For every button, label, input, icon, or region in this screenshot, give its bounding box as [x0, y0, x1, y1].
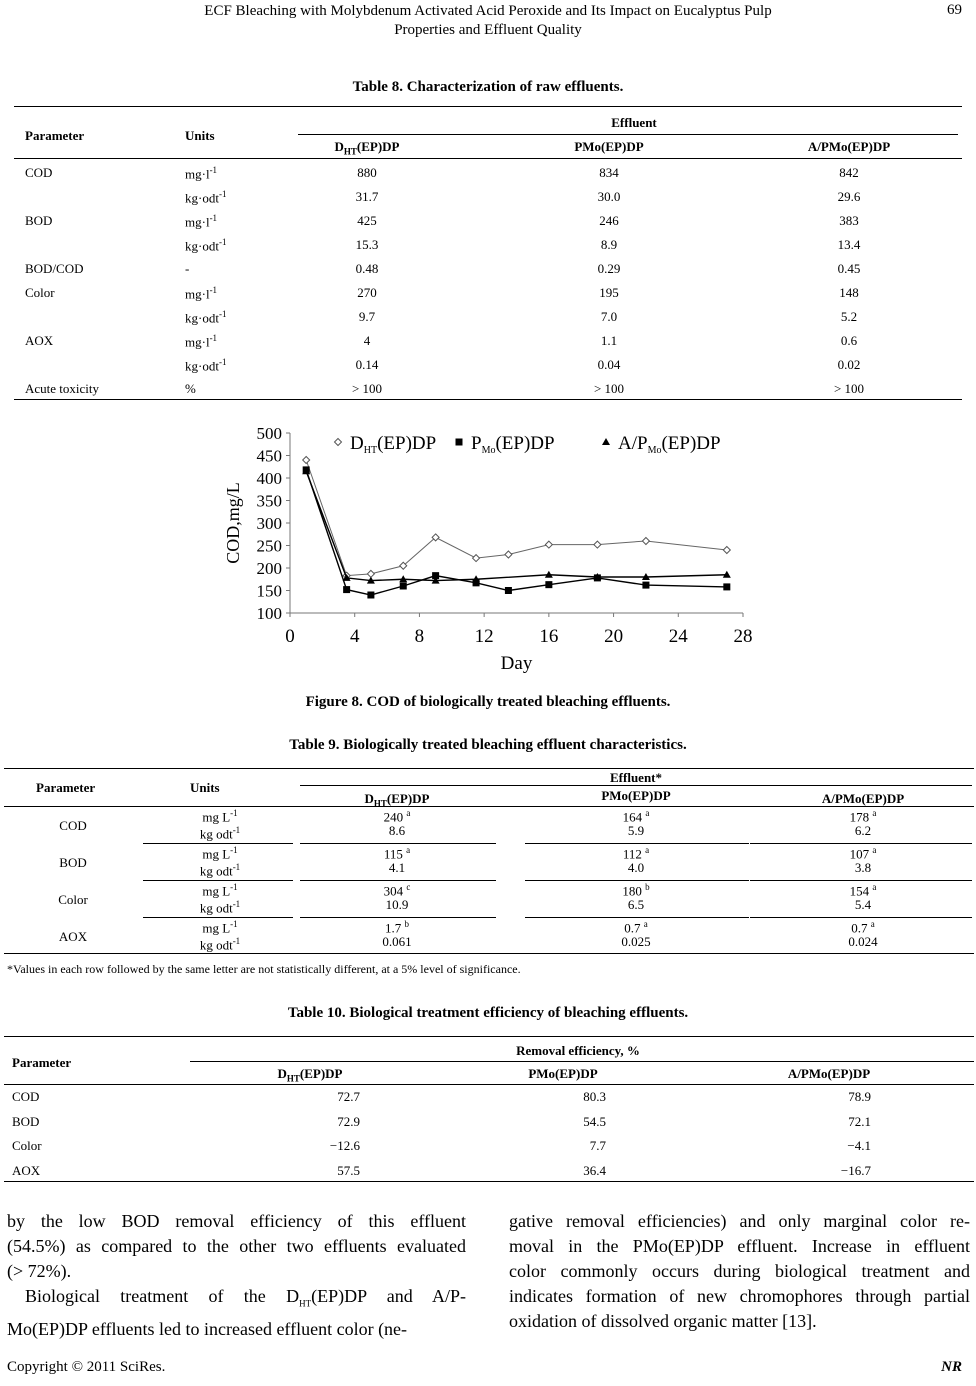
table10-header-parameter: Parameter [12, 1055, 72, 1070]
table10-cell-value: 72.7 [337, 1089, 360, 1104]
header-title-line2: Properties and Effluent Quality [394, 22, 582, 38]
table9-caption: Table 9. Biologically treated bleaching effluent characteristics. [289, 737, 687, 753]
table10-cell-value: 78.9 [848, 1089, 871, 1104]
table8-cell-unit: $mg\cdot l^{-1}$ [185, 165, 218, 182]
table9-cell-value: 8.6 [388, 823, 406, 838]
table8-cell-value: 834 [599, 165, 619, 180]
x-tick-label: 4 [349, 626, 360, 647]
table9-cell-value: 5.9 [627, 823, 645, 838]
table8-cell-value: 31.7 [355, 189, 379, 204]
table9-cell-value: 4.1 [388, 860, 406, 875]
table10-header-removal: Removal efficiency, % [516, 1043, 640, 1058]
x-tick-label: 20 [604, 626, 624, 647]
table8-cell-value: 8.9 [600, 237, 618, 252]
table8-cell-value: 880 [357, 165, 377, 180]
data-point [505, 551, 512, 558]
table10-cell-value: −12.6 [329, 1138, 360, 1153]
table9-cell-unit: kg odt$^{-1}$ [199, 862, 241, 879]
table8-cell-value: > 100 [351, 381, 383, 396]
table8-effluent-underline [298, 134, 958, 135]
y-tick-label: 500 [256, 424, 282, 443]
data-point [642, 538, 649, 545]
table8-cell-unit: kg·odt$^{-1}$ [185, 189, 227, 206]
body-line: gative removal efficiencies) and only marginal color re- [509, 1211, 970, 1231]
y-tick-label: 200 [256, 559, 282, 578]
table9-cell-value: 0.025 [621, 934, 651, 949]
table8-header-col3: A/PMo(EP)DP [807, 139, 891, 154]
data-point [343, 586, 350, 593]
x-tick-label: 16 [539, 626, 559, 647]
table8-cell-value: 0.6 [840, 333, 858, 348]
header-title-line1: ECF Bleaching with Molybdenum Activated Acid Peroxide and Its Impact on Eucalyptus Pulp [204, 3, 772, 19]
table9-row-separator [525, 917, 749, 918]
table9-cell-unit: kg odt$^{-1}$ [199, 825, 241, 842]
table10-cell-value: 57.5 [337, 1162, 360, 1178]
y-axis-label: COD,mg/L [223, 482, 243, 564]
table9-header-col2: PMo(EP)DP [601, 788, 671, 803]
table9-cell-value: 154 $^a$ [849, 882, 877, 899]
table9-cell-value: 0.024 [848, 934, 878, 949]
table9-row-separator [143, 917, 293, 918]
table8-cell-value: 270 [357, 285, 377, 300]
legend-marker [602, 438, 610, 445]
table8-cell-unit: kg·odt$^{-1}$ [185, 309, 227, 326]
y-tick-label: 250 [256, 536, 282, 556]
body-line: indicates formation of new chromophores through partial [509, 1286, 970, 1306]
footer-journal: NR [941, 1359, 962, 1375]
table9-cell-value: 5.4 [854, 897, 872, 912]
cod-line-chart [210, 418, 770, 683]
table9-cell-parameter: BOD [59, 855, 87, 870]
table9-row-separator [750, 843, 972, 844]
table10-caption: Table 10. Biological treatment efficiency of bleaching effluents. [287, 1005, 689, 1021]
table10-cell-parameter: COD [12, 1089, 40, 1104]
table9-cell-value: 1.7 $^b$ [385, 919, 409, 936]
data-point [545, 541, 552, 548]
table9-cell-value: 6.5 [627, 897, 645, 912]
chart-legend [335, 433, 721, 456]
table10-cell-value: 72.9 [337, 1113, 360, 1129]
table10-header-col1: $D_{HT}(EP)DP$ [277, 1066, 343, 1084]
table9-row-separator [143, 843, 293, 844]
table9-bottom-rule [4, 953, 974, 954]
data-point [723, 547, 730, 554]
table8-cell-value: 5.2 [840, 309, 858, 324]
legend-marker [335, 439, 342, 446]
data-point [303, 457, 310, 464]
table10-header-col2: PMo(EP)DP [528, 1066, 598, 1081]
table9-effluent-underline [300, 785, 972, 786]
table10-cell-parameter: AOX [12, 1162, 41, 1178]
body-line: by the low BOD removal efficiency of this effluent [7, 1211, 466, 1231]
running-header [0, 2, 976, 40]
table10-cell-value: −16.7 [840, 1162, 871, 1178]
table8-cell-unit: kg·odt$^{-1}$ [185, 357, 227, 374]
body-line: color commonly occurs during biological treatment and [509, 1261, 970, 1281]
table8-header-parameter: Parameter [25, 128, 85, 143]
table9-top-rule [4, 768, 974, 769]
table8-caption: Table 8. Characterization of raw effluents. [352, 79, 624, 95]
table9-cell-value: 164 $^a$ [622, 808, 650, 825]
table8-cell-parameter: BOD [25, 213, 53, 228]
table8-header-units: Units [185, 128, 215, 143]
table9-cell-value: 10.9 [385, 897, 409, 912]
table9-cell-value: 4.0 [627, 860, 645, 875]
table9-header-col3: A/PMo(EP)DP [821, 791, 905, 806]
table9-cell-unit: kg odt$^{-1}$ [199, 899, 241, 916]
x-tick-label: 0 [285, 626, 295, 647]
table8-cell-value: 7.0 [600, 309, 618, 324]
table8-cell-value: 842 [839, 165, 859, 180]
table9-cell-unit: kg odt$^{-1}$ [199, 936, 241, 953]
table9-cell-value: 240 $^a$ [383, 808, 411, 825]
body-line: (54.5%) as compared to the other two effluents evaluated [7, 1236, 466, 1256]
table9-row-separator [143, 880, 293, 881]
legend-marker [456, 439, 463, 446]
y-tick-label: 350 [256, 491, 282, 511]
table9-cell-value: 3.8 [854, 860, 872, 875]
x-tick-label: 8 [414, 626, 425, 647]
table8-cell-value: 0.45 [837, 261, 861, 276]
table10-cell-parameter: BOD [12, 1113, 40, 1129]
figure8-caption: Figure 8. COD of biologically treated bleaching effluents. [305, 694, 671, 710]
table8-cell-value: 0.04 [597, 357, 621, 372]
x-tick-label: 28 [733, 626, 753, 647]
table8-cell-value: 148 [839, 285, 859, 300]
y-tick-label: 300 [256, 514, 282, 533]
legend-label: $D_{HT}(EP)DP$ [350, 433, 437, 456]
table8-bottom-rule [14, 399, 962, 400]
table9-cell-value: 107 $^a$ [849, 845, 877, 862]
x-axis-label: Day [500, 653, 533, 674]
table8-cell-value: 425 [357, 213, 377, 228]
table9-cell-value: 178 $^a$ [849, 808, 877, 825]
table8-cell-parameter: Color [25, 285, 55, 300]
table8-cell-value: 15.3 [355, 237, 379, 252]
table8-cell-value: 4 [363, 333, 371, 348]
table9-header-col1: $D_{HT}(EP)DP$ [364, 791, 430, 809]
chart-series [302, 457, 731, 599]
y-tick-label: 100 [256, 604, 282, 623]
table9-row-separator [750, 880, 972, 881]
data-point [723, 583, 730, 590]
table9-row-separator [750, 917, 972, 918]
table8-cell-parameter: BOD/COD [25, 261, 84, 276]
table9-cell-value: 115 $^a$ [383, 845, 411, 862]
table9-footnote: *Values in each row followed by the same letter are not statistically different, at a 5% level of significance. [7, 962, 521, 976]
table8-cell-unit: $mg\cdot l^{-1}$ [185, 285, 218, 302]
body-line: Mo(EP)DP effluents led to increased effluent color (ne- [7, 1318, 408, 1339]
table8-cell-value: 383 [839, 213, 859, 228]
table9-cell-parameter: COD [59, 818, 87, 833]
body-left-column [7, 1209, 466, 1342]
data-point [642, 582, 649, 589]
table10-header-rule [4, 1084, 974, 1085]
table8-top-rule [14, 106, 962, 107]
table10-cell-value: 72.1 [848, 1113, 871, 1129]
table9-header-rule [4, 806, 974, 807]
footer-copyright: Copyright © 2011 SciRes. [7, 1359, 166, 1375]
table9-cell-value: 0.061 [382, 934, 412, 949]
table8-cell-value: 0.02 [837, 357, 861, 372]
table9-cell-unit: mg $L^{-1}$ [202, 882, 238, 899]
table10-cell-value: 7.7 [589, 1138, 606, 1153]
table8-header-col2: PMo(EP)DP [574, 139, 644, 154]
table8-cell-unit: - [185, 261, 190, 276]
table9-cell-value: 0.7 $^a$ [851, 919, 875, 936]
table9-cell-value: 0.7 $^a$ [624, 919, 648, 936]
legend-label: $A/P_{Mo}(EP)DP$ [618, 433, 721, 456]
table9-row-separator [525, 843, 749, 844]
table10-cell-value: 80.3 [583, 1089, 606, 1104]
table9-cell-value: 180 $^b$ [622, 882, 650, 899]
table9-row-separator [300, 843, 496, 844]
table8-cell-value: > 100 [833, 381, 865, 396]
series-line [306, 460, 727, 576]
table8-cell-unit: $mg\cdot l^{-1}$ [185, 333, 218, 350]
page-number: 69 [947, 2, 962, 18]
table10-header-col3: A/PMo(EP)DP [787, 1066, 871, 1081]
table8-cell-value: 1.1 [600, 333, 618, 348]
table10-cell-parameter: Color [12, 1138, 42, 1153]
table9-header-effluent: Effluent* [610, 770, 662, 785]
table8-cell-value: 246 [599, 213, 619, 228]
table8-header-rule [14, 158, 962, 159]
table8-cell-value: 30.0 [597, 189, 621, 204]
table8-header-col1: $D_{HT}(EP)DP$ [334, 139, 400, 157]
table9-row-separator [300, 880, 496, 881]
series-line [306, 471, 727, 580]
table9-row-separator [300, 917, 496, 918]
data-point [367, 570, 374, 577]
body-right-column [509, 1209, 970, 1334]
table9-cell-parameter: Color [58, 892, 88, 907]
table9-cell-value: 112 $^a$ [622, 845, 650, 862]
table8-cell-value: 0.29 [597, 261, 621, 276]
body-line: (> 72%). [7, 1261, 72, 1281]
table8-cell-parameter: AOX [25, 333, 54, 348]
table8-cell-parameter: COD [25, 165, 53, 180]
table9-cell-parameter: AOX [58, 929, 88, 944]
table9-cell-unit: mg $L^{-1}$ [202, 919, 238, 936]
table8-cell-value: 29.6 [837, 189, 861, 204]
y-tick-label: 450 [256, 446, 282, 466]
table8-cell-value: > 100 [593, 381, 625, 396]
table8-cell-unit: % [185, 381, 196, 396]
body-line: oxidation of dissolved organic matter [13]. [509, 1311, 817, 1331]
table9-cell-unit: mg $L^{-1}$ [202, 808, 238, 825]
table9-row-separator [525, 880, 749, 881]
table8-cell-parameter: Acute toxicity [25, 381, 100, 396]
table10-cell-value: 36.4 [583, 1162, 606, 1178]
table8-cell-value: 195 [599, 285, 619, 300]
data-point [545, 581, 552, 588]
data-point [400, 583, 407, 590]
table8-cell-value: 0.14 [355, 357, 379, 372]
table9-cell-value: 6.2 [854, 823, 872, 838]
table8-header-effluent: Effluent [611, 115, 657, 130]
table10-removal-underline [190, 1061, 974, 1062]
x-tick-label: 12 [474, 626, 494, 647]
table10-cell-value: −4.1 [847, 1138, 871, 1153]
table9-header-units: Units [190, 780, 220, 795]
chart-axes [223, 424, 753, 674]
data-point [367, 592, 374, 599]
body-line: Biological treatment of the $D_{HT}(EP)DP$ and A/P- [25, 1286, 467, 1309]
table10-bottom-rule [4, 1181, 974, 1182]
legend-label: $P_{Mo}(EP)DP$ [471, 433, 555, 456]
table8-cell-value: 9.7 [358, 309, 376, 324]
table8-cell-unit: $mg\cdot l^{-1}$ [185, 213, 218, 230]
data-point [473, 555, 480, 562]
table8-cell-unit: kg·odt$^{-1}$ [185, 237, 227, 254]
x-tick-label: 24 [668, 626, 688, 647]
y-tick-label: 400 [256, 469, 282, 488]
table8-cell-value: 0.48 [355, 261, 379, 276]
data-point [505, 587, 512, 594]
table9-cell-value: 304 $^c$ [383, 882, 411, 899]
table8-cell-value: 13.4 [837, 237, 861, 252]
body-line: moval in the PMo(EP)DP effluent. Increase in effluent [509, 1236, 970, 1256]
table9-cell-unit: mg $L^{-1}$ [202, 845, 238, 862]
data-point [594, 541, 601, 548]
table10-top-rule [4, 1036, 974, 1037]
table10-cell-value: 54.5 [583, 1113, 606, 1129]
y-tick-label: 150 [256, 581, 282, 601]
table9-header-parameter: Parameter [36, 780, 96, 795]
